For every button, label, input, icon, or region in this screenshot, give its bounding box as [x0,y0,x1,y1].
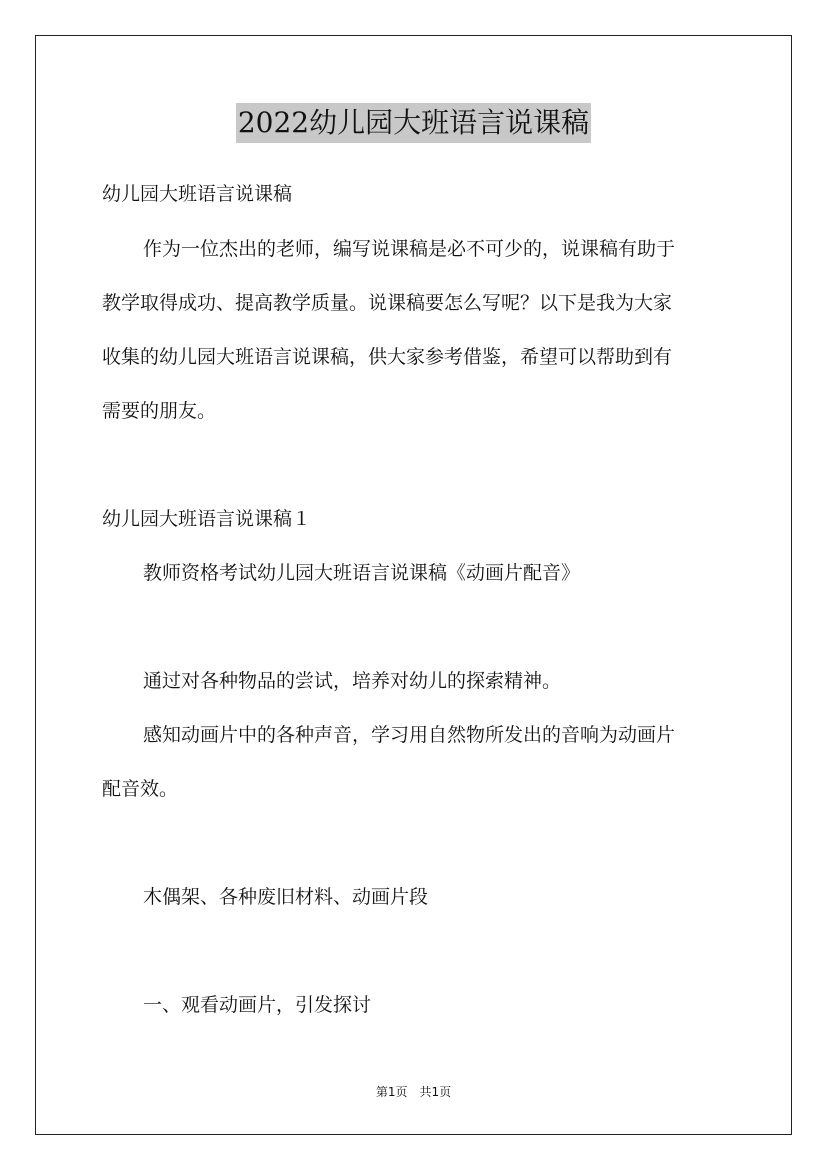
paragraph-line: 感知动画片中的各种声音，学习用自然物所发出的音响为动画片 [143,724,676,746]
section-heading: 幼儿园大班语言说课稿１ [102,508,312,530]
title-container [0,103,827,143]
paragraph-line: 教学取得成功、提高教学质量。说课稿要怎么写呢？以下是我为大家 [102,292,673,314]
paragraph-line: 通过对各种物品的尝试，培养对幼儿的探索精神。 [143,670,562,692]
section-heading: 幼儿园大班语言说课稿 [102,183,293,205]
paragraph-line: 教师资格考试幼儿园大班语言说课稿《动画片配音》 [143,562,581,584]
paragraph-line: 配音效。 [102,778,179,800]
paragraph-line: 作为一位杰出的老师，编写说课稿是必不可少的，说课稿有助于 [143,238,676,260]
paragraph-line: 木偶架、各种废旧材料、动画片段 [143,886,429,908]
page-footer: 第1页 共1页 [375,1085,452,1099]
document-title: 2022幼儿园大班语言说课稿 [236,103,591,143]
paragraph-line: 收集的幼儿园大班语言说课稿，供大家参考借鉴，希望可以帮助到有 [102,346,673,368]
paragraph-line: 一、观看动画片，引发探讨 [143,994,372,1016]
paragraph-line: 需要的朋友。 [102,400,217,422]
